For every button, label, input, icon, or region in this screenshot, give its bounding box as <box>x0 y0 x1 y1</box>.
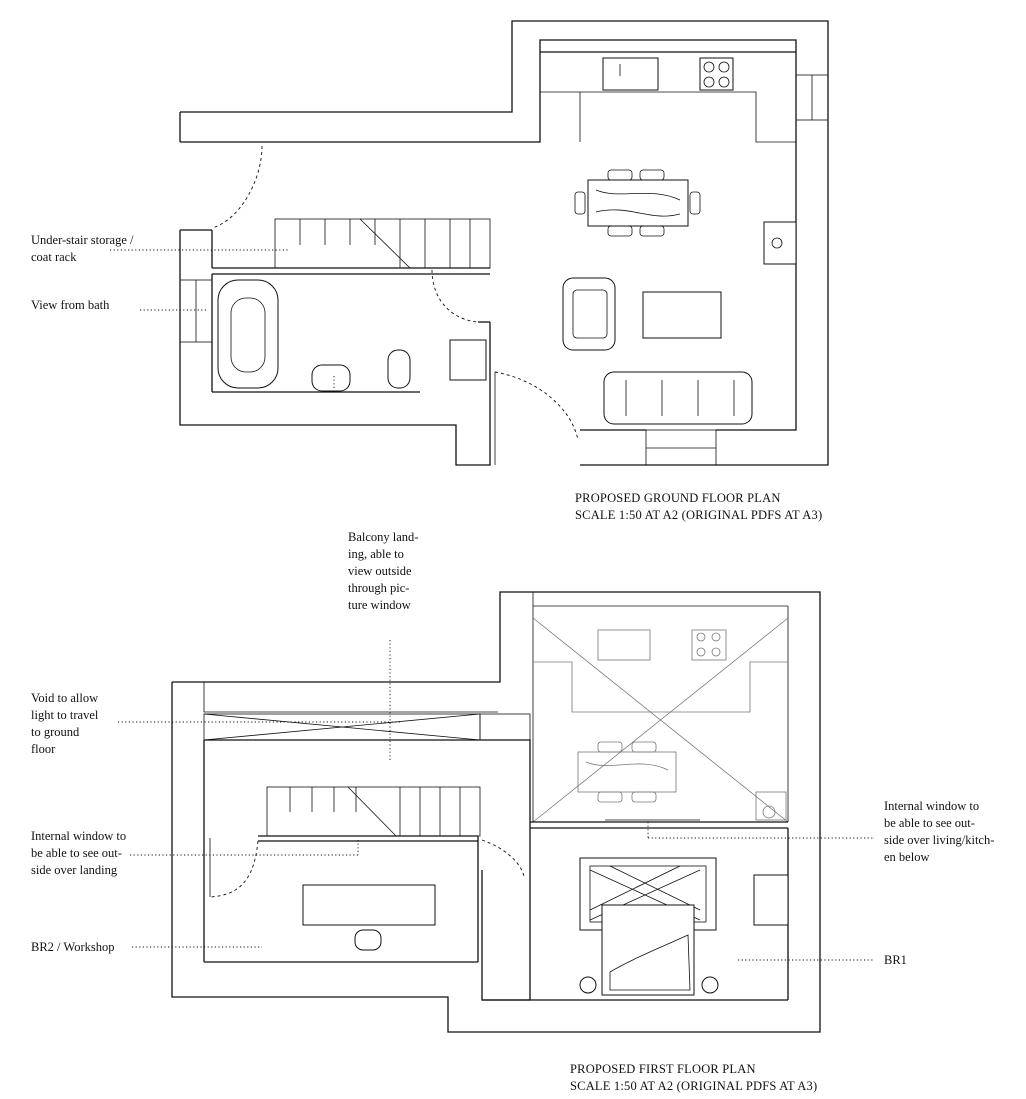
void-label-1: Void to allow <box>31 691 99 705</box>
kitchen-sink-icon <box>603 58 658 90</box>
dining-table-icon <box>588 180 688 226</box>
bed-icon <box>602 905 694 995</box>
ground-stair-icon <box>275 219 490 268</box>
desk-icon <box>303 885 435 925</box>
void-label-3: to ground <box>31 725 80 739</box>
internal-living-label-1: Internal window to <box>884 799 980 813</box>
first-floor-title: PROPOSED FIRST FLOOR PLAN <box>570 1062 756 1076</box>
first-floor-scale: SCALE 1:50 AT A2 (ORIGINAL PDFS AT A3) <box>570 1079 818 1093</box>
first-stair-icon <box>267 787 480 836</box>
balcony-label-1: Balcony land- <box>348 530 419 544</box>
internal-living-label-3: side over living/kitch- <box>884 833 995 847</box>
internal-landing-label-2: be able to see out- <box>31 846 122 860</box>
internal-living-label-2: be able to see out- <box>884 816 975 830</box>
void-label-4: floor <box>31 742 56 756</box>
bathroom-sink-icon <box>312 365 350 391</box>
fireplace-icon <box>764 222 796 264</box>
chair-icon <box>355 930 381 950</box>
br2-label: BR2 / Workshop <box>31 940 115 954</box>
hob-below-icon <box>692 630 726 660</box>
view-from-bath-label: View from bath <box>31 298 110 312</box>
internal-landing-label-3: side over landing <box>31 863 118 877</box>
dining-table-below-icon <box>578 752 676 792</box>
ground-floor-plan <box>110 21 828 465</box>
balcony-label-3: view outside <box>348 564 412 578</box>
void-label-2: light to travel <box>31 708 99 722</box>
first-floor-plan <box>118 592 875 1032</box>
internal-living-label-4: en below <box>884 850 930 864</box>
balcony-label-4: through pic- <box>348 581 410 595</box>
lamp-icon <box>580 977 596 993</box>
internal-landing-label-1: Internal window to <box>31 829 127 843</box>
balcony-label-2: ing, able to <box>348 547 404 561</box>
under-stair-label-1: Under-stair storage / <box>31 233 134 247</box>
toilet-icon <box>388 350 410 388</box>
cupboard-icon <box>450 340 486 380</box>
br1-label: BR1 <box>884 953 907 967</box>
lamp-icon-2 <box>702 977 718 993</box>
ground-floor-scale: SCALE 1:50 AT A2 (ORIGINAL PDFS AT A3) <box>575 508 823 522</box>
ground-floor-title: PROPOSED GROUND FLOOR PLAN <box>575 491 781 505</box>
kitchen-sink-below-icon <box>598 630 650 660</box>
coffee-table-icon <box>643 292 721 338</box>
wardrobe-icon <box>754 875 788 925</box>
under-stair-label-2: coat rack <box>31 250 77 264</box>
balcony-label-5: ture window <box>348 598 411 612</box>
